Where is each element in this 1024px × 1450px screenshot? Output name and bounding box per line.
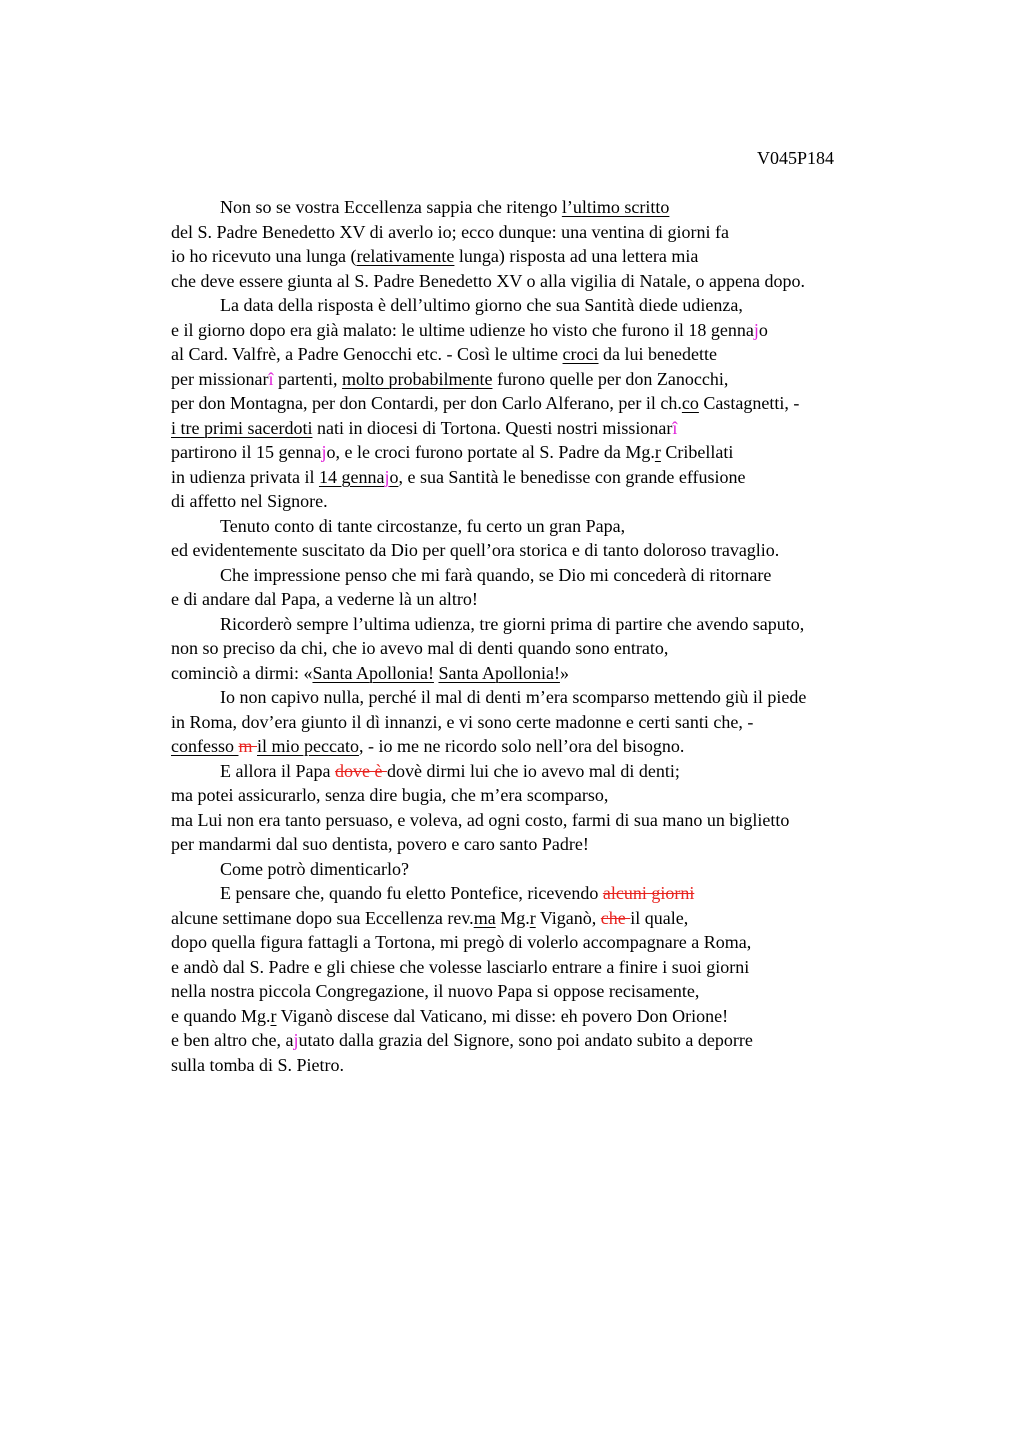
deleted-text: m xyxy=(238,736,257,756)
text-line xyxy=(171,734,971,759)
inserted-letter: î xyxy=(672,417,678,438)
text-line xyxy=(171,416,971,441)
text-segment: Come potrò dimenticarlo? xyxy=(220,858,409,879)
text-segment: La data della risposta è dell’ultimo giorno che sua Santità diede udienza, xyxy=(220,295,743,315)
underlined-text: r xyxy=(529,907,536,928)
deleted-text: dove è xyxy=(334,760,387,781)
text-line xyxy=(171,832,971,857)
text-segment: nella nostra piccola Congregazione, il nuovo Papa si oppose recisamente, xyxy=(171,981,700,1001)
underlined-text: o xyxy=(389,466,399,487)
text-segment: di affetto nel Signore. xyxy=(171,491,328,511)
text-segment: utato dalla grazia del Signore, sono poi andato subito a deporre xyxy=(298,1030,753,1050)
deleted-text: alcuni giorni xyxy=(602,883,695,903)
underlined-text: r xyxy=(270,1005,277,1026)
text-segment: da lui benedette xyxy=(598,344,717,364)
text-line xyxy=(171,783,971,808)
text-segment: ed evidentemente suscitato da Dio per quell’ora storica e di tanto doloroso travaglio. xyxy=(171,540,780,560)
text-line xyxy=(171,391,971,416)
text-segment: Cribellati xyxy=(660,442,734,462)
text-segment: Tenuto conto di tante circostanze, fu certo un gran Papa, xyxy=(220,515,626,536)
text-line xyxy=(171,1004,971,1029)
text-line xyxy=(171,1053,971,1078)
text-line xyxy=(171,342,971,367)
underlined-text: relativamente xyxy=(356,246,455,266)
text-segment: Io non capivo nulla, perché il mal di denti m’era scomparso mettendo giù il piede xyxy=(220,687,807,707)
text-line xyxy=(171,269,971,294)
text-segment: per mandarmi dal suo dentista, povero e caro santo Padre! xyxy=(171,834,589,854)
underlined-text: confesso xyxy=(171,736,239,756)
text-segment: dovè dirmi lui che io avevo mal di denti; xyxy=(386,760,680,781)
text-segment: , - io me ne ricordo solo nell’ora del bisogno. xyxy=(358,736,685,756)
text-segment: in udienza privata il xyxy=(171,466,319,487)
text-segment: Viganò, xyxy=(535,907,601,928)
text-segment: Castagnetti, - xyxy=(698,393,800,413)
inserted-letter: î xyxy=(268,368,274,389)
underlined-text: i tre primi sacerdoti xyxy=(171,417,313,438)
text-segment: lunga) risposta ad una lettera mia xyxy=(454,246,699,266)
text-segment: del S. Padre Benedetto XV di averlo io; ecco dunque: una ventina di giorni fa xyxy=(171,221,730,242)
text-line xyxy=(171,538,971,563)
text-line xyxy=(171,465,971,490)
text-line xyxy=(171,955,971,980)
text-line xyxy=(171,979,971,1004)
text-segment: Che impressione penso che mi farà quando, se Dio mi concederà di ritornare xyxy=(220,564,772,585)
underlined-text: il mio peccato xyxy=(257,736,359,756)
page-identifier: V045P184 xyxy=(757,148,835,168)
letter-body xyxy=(171,195,971,1077)
text-segment: Ricorderò sempre l’ultima udienza, tre giorni prima di partire che avendo saputo, xyxy=(220,613,805,634)
text-line xyxy=(171,440,971,465)
text-segment: o xyxy=(758,319,768,340)
text-line xyxy=(171,930,971,955)
text-line xyxy=(171,661,971,686)
deleted-text: che xyxy=(600,907,631,928)
text-line xyxy=(171,759,971,784)
text-line xyxy=(171,195,971,220)
text-line xyxy=(171,563,971,588)
text-segment: E allora il Papa xyxy=(220,760,335,781)
inserted-letter: j xyxy=(321,442,327,462)
underlined-text: ma xyxy=(473,907,496,928)
text-segment: ma potei assicurarlo, senza dire bugia, che m’era scomparso, xyxy=(171,785,609,805)
text-segment: e andò dal S. Padre e gli chiese che volesse lasciarlo entrare a finire i suoi giorni xyxy=(171,956,750,977)
inserted-letter: j xyxy=(753,319,759,340)
text-segment: e ben altro che, a xyxy=(171,1030,294,1050)
text-segment: dopo quella figura fattagli a Tortona, mi pregò di volerlo accompagnare a Roma, xyxy=(171,932,752,952)
text-segment: io ho ricevuto una lunga ( xyxy=(171,246,357,266)
text-segment: in Roma, dov’era giunto il dì innanzi, e vi sono certe madonne e certi santi che, - xyxy=(171,711,754,732)
inserted-letter: j xyxy=(384,466,390,487)
text-line xyxy=(171,808,971,833)
text-segment: il quale, xyxy=(630,907,689,928)
underlined-text: Santa Apollonia! xyxy=(438,662,560,683)
text-segment: , e sua Santità le benedisse con grande effusione xyxy=(398,466,746,487)
underlined-text: molto probabilmente xyxy=(341,368,493,389)
text-line xyxy=(171,244,971,269)
text-line xyxy=(171,587,971,612)
text-line xyxy=(171,857,971,882)
text-line xyxy=(171,220,971,245)
text-line xyxy=(171,612,971,637)
text-line xyxy=(171,514,971,539)
text-line xyxy=(171,1028,971,1053)
underlined-text: l’ultimo scritto xyxy=(561,197,670,217)
text-segment: alcune settimane dopo sua Eccellenza rev. xyxy=(171,907,474,928)
text-line xyxy=(171,293,971,318)
text-segment: furono quelle per don Zanocchi, xyxy=(492,368,729,389)
text-line xyxy=(171,906,971,931)
text-segment: ma Lui non era tanto persuaso, e voleva, ad ogni costo, farmi di sua mano un biglietto xyxy=(171,809,790,830)
text-line xyxy=(171,636,971,661)
text-segment: o, e le croci furono portate al S. Padre da Mg. xyxy=(326,442,655,462)
text-segment: partirono il 15 genna xyxy=(171,442,322,462)
text-line xyxy=(171,318,971,343)
text-segment: » xyxy=(559,662,569,683)
text-segment: E pensare che, quando fu eletto Pontefice, ricevendo xyxy=(220,883,603,903)
text-line xyxy=(171,367,971,392)
underlined-text: r xyxy=(654,442,661,462)
text-segment: Mg. xyxy=(495,907,530,928)
text-line xyxy=(171,881,971,906)
underlined-text: co xyxy=(681,393,699,413)
text-segment: per missionar xyxy=(171,368,269,389)
text-segment: Non so se vostra Eccellenza sappia che ritengo xyxy=(220,197,562,217)
inserted-letter: j xyxy=(293,1030,299,1050)
text-segment: che deve essere giunta al S. Padre Benedetto XV o alla vigilia di Natale, o appena dopo. xyxy=(171,270,805,291)
text-segment: Viganò discese dal Vaticano, mi disse: eh povero Don Orione! xyxy=(276,1005,729,1026)
underlined-text: croci xyxy=(562,344,599,364)
text-segment: sulla tomba di S. Pietro. xyxy=(171,1054,344,1075)
text-segment: e il giorno dopo era già malato: le ultime udienze ho visto che furono il 18 genna xyxy=(171,319,754,340)
text-segment: al Card. Valfrè, a Padre Genocchi etc. - Così le ultime xyxy=(171,344,563,364)
text-line xyxy=(171,710,971,735)
text-segment: partenti, xyxy=(273,368,342,389)
text-line xyxy=(171,685,971,710)
text-segment: nati in diocesi di Tortona. Questi nostri missionar xyxy=(312,417,673,438)
text-line xyxy=(171,489,971,514)
text-segment: per don Montagna, per don Contardi, per don Carlo Alferano, per il ch. xyxy=(171,393,682,413)
underlined-text: 14 genna xyxy=(318,466,385,487)
text-segment: non so preciso da chi, che io avevo mal di denti quando sono entrato, xyxy=(171,638,669,658)
text-segment: e di andare dal Papa, a vederne là un altro! xyxy=(171,589,478,609)
text-segment: cominciò a dirmi: « xyxy=(171,662,313,683)
text-segment: e quando Mg. xyxy=(171,1005,271,1026)
underlined-text: Santa Apollonia! xyxy=(312,662,434,683)
